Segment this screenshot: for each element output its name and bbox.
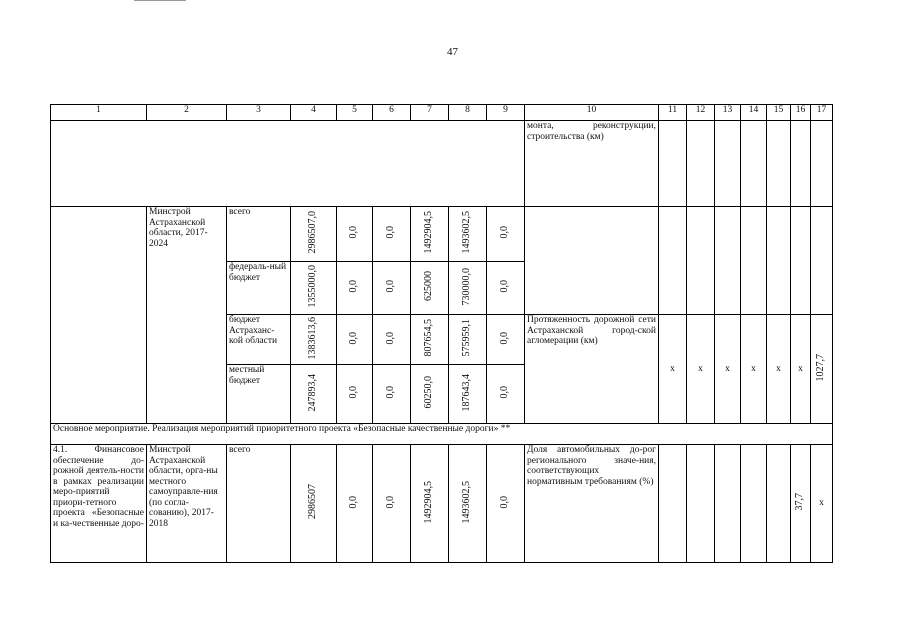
empty-cell bbox=[811, 207, 833, 315]
empty-cell bbox=[687, 207, 715, 315]
value-cell: 0,0 bbox=[337, 262, 373, 315]
indicator-value-cell bbox=[715, 445, 741, 563]
header-cell: 6 bbox=[373, 105, 411, 121]
empty-cell bbox=[51, 121, 525, 207]
header-cell: 13 bbox=[715, 105, 741, 121]
empty-cell bbox=[659, 121, 687, 207]
section-title: Основное мероприятие. Реализация мероприятий приоритетного проекта «Безопасные качественные дороги» ** bbox=[51, 424, 833, 445]
source-cell: федераль-ный бюджет bbox=[227, 262, 291, 315]
indicator-value-cell: x bbox=[687, 315, 715, 424]
value-cell: 0,0 bbox=[373, 445, 411, 563]
indicator-value-cell: x bbox=[741, 315, 767, 424]
indicator-value-cell bbox=[687, 445, 715, 563]
empty-cell bbox=[767, 121, 791, 207]
indicator-value-cell bbox=[741, 445, 767, 563]
source-cell: всего bbox=[227, 207, 291, 262]
indicator-value-cell: x bbox=[715, 315, 741, 424]
value-cell: 1492904,5 bbox=[411, 445, 449, 563]
empty-cell bbox=[811, 121, 833, 207]
value-cell: 0,0 bbox=[373, 207, 411, 262]
value-cell: 0,0 bbox=[337, 365, 373, 424]
indicator-value-cell bbox=[659, 445, 687, 563]
value-cell: 2986507,0 bbox=[291, 207, 337, 262]
source-cell: бюджет Астраханс-кой области bbox=[227, 315, 291, 365]
indicator-value-cell: 37,7 bbox=[791, 445, 811, 563]
value-cell: 0,0 bbox=[337, 445, 373, 563]
header-cell: 7 bbox=[411, 105, 449, 121]
empty-cell bbox=[741, 121, 767, 207]
table-row bbox=[51, 207, 833, 262]
header-cell: 16 bbox=[791, 105, 811, 121]
value-cell: 807654,5 bbox=[411, 315, 449, 365]
source-cell: всего bbox=[227, 445, 291, 563]
executor-cell: Минстрой Астраханской области, орга-ны местного самоуправле-ния (по согла-сованию), 2017-2018 bbox=[147, 445, 227, 563]
executor-cell: Минстрой Астраханской области, 2017-2024 bbox=[147, 207, 227, 424]
source-cell: местный бюджет bbox=[227, 365, 291, 424]
value-cell: 1493602,5 bbox=[449, 445, 487, 563]
empty-cell bbox=[659, 207, 687, 315]
header-cell: 10 bbox=[525, 105, 659, 121]
empty-cell bbox=[791, 207, 811, 315]
empty-cell bbox=[687, 121, 715, 207]
value-cell: 575959,1 bbox=[449, 315, 487, 365]
value-cell: 0,0 bbox=[373, 365, 411, 424]
continuation-row bbox=[51, 121, 833, 207]
program-table bbox=[50, 104, 833, 563]
header-cell: 9 bbox=[487, 105, 525, 121]
empty-cell bbox=[715, 121, 741, 207]
table-row bbox=[51, 445, 833, 563]
indicator-value-cell: x bbox=[659, 315, 687, 424]
scan-artifact bbox=[134, 0, 186, 5]
empty-cell bbox=[767, 207, 791, 315]
header-cell: 5 bbox=[337, 105, 373, 121]
value-cell: 187643,4 bbox=[449, 365, 487, 424]
value-cell: 0,0 bbox=[487, 365, 525, 424]
empty-cell bbox=[525, 207, 659, 315]
value-cell: 60250,0 bbox=[411, 365, 449, 424]
page-number: 47 bbox=[447, 46, 458, 58]
section-row bbox=[51, 424, 833, 445]
value-cell: 0,0 bbox=[487, 262, 525, 315]
header-cell: 12 bbox=[687, 105, 715, 121]
value-cell: 0,0 bbox=[487, 315, 525, 365]
value-cell: 1493602,5 bbox=[449, 207, 487, 262]
header-cell: 3 bbox=[227, 105, 291, 121]
header-cell: 2 bbox=[147, 105, 227, 121]
value-cell: 1492904,5 bbox=[411, 207, 449, 262]
header-row bbox=[51, 105, 833, 121]
value-cell: 730000,0 bbox=[449, 262, 487, 315]
empty-cell bbox=[715, 207, 741, 315]
header-cell: 1 bbox=[51, 105, 147, 121]
value-cell: 0,0 bbox=[487, 445, 525, 563]
indicator-value-cell bbox=[767, 445, 791, 563]
value-cell: 0,0 bbox=[337, 315, 373, 365]
indicator-value-cell: x bbox=[791, 315, 811, 424]
indicator-value-cell: 1027,7 bbox=[811, 315, 833, 424]
indicator-value-cell: x bbox=[767, 315, 791, 424]
value-cell: 2986507 bbox=[291, 445, 337, 563]
indicator-cell: Доля автомобильных до-рог регионального значе-ния, соответствующих нормативным требованиям (%) bbox=[525, 445, 659, 563]
measure-title-cell: 4.1. Финансовое обеспечение до-рожной деятель-ности в рамках реализации меро-приятий приори-тетного проекта «Безопасные и ка-чественные доро- bbox=[51, 445, 147, 563]
value-cell: 1383613,6 bbox=[291, 315, 337, 365]
value-cell: 247893,4 bbox=[291, 365, 337, 424]
header-cell: 4 bbox=[291, 105, 337, 121]
value-cell: 0,0 bbox=[373, 315, 411, 365]
empty-cell bbox=[741, 207, 767, 315]
header-cell: 11 bbox=[659, 105, 687, 121]
empty-cell bbox=[51, 207, 147, 424]
indicator-value-cell: x bbox=[811, 445, 833, 563]
indicator-cell: Протяженность дорожной сети Астраханской город-ской агломерации (км) bbox=[525, 315, 659, 424]
value-cell: 1355000,0 bbox=[291, 262, 337, 315]
header-cell: 17 bbox=[811, 105, 833, 121]
header-cell: 8 bbox=[449, 105, 487, 121]
header-cell: 15 bbox=[767, 105, 791, 121]
value-cell: 0,0 bbox=[337, 207, 373, 262]
header-cell: 14 bbox=[741, 105, 767, 121]
indicator-cell: монта, реконструкции, строительства (км) bbox=[525, 121, 659, 207]
value-cell: 0,0 bbox=[487, 207, 525, 262]
empty-cell bbox=[791, 121, 811, 207]
value-cell: 0,0 bbox=[373, 262, 411, 315]
value-cell: 625000 bbox=[411, 262, 449, 315]
